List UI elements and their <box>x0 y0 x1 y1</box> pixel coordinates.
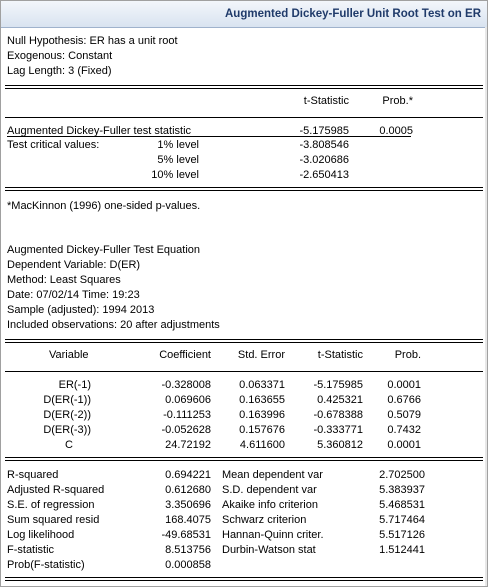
tstat-cell: 0.425321 <box>317 394 363 406</box>
divider <box>5 371 483 372</box>
stat-value: 2.702500 <box>379 469 425 481</box>
stat-label: Log likelihood <box>7 529 75 541</box>
coefficient-cell: 0.069606 <box>165 394 211 406</box>
divider <box>5 187 483 191</box>
crit-level: 1% level <box>157 139 199 151</box>
divider <box>5 577 483 581</box>
exogenous: Exogenous: Constant <box>7 50 113 62</box>
tstat-cell: 5.360812 <box>317 439 363 451</box>
prob-cell: 0.0001 <box>387 439 421 451</box>
footnote: *MacKinnon (1996) one-sided p-values. <box>7 200 201 212</box>
stat-value: 8.513756 <box>165 544 211 556</box>
window-title: Augmented Dickey-Fuller Unit Root Test on ER <box>225 8 481 20</box>
window-titlebar[interactable] <box>1 1 487 28</box>
std-error-cell: 0.163655 <box>239 394 285 406</box>
stat-label: F-statistic <box>7 544 55 556</box>
col-tstat-header: t-Statistic <box>303 95 349 107</box>
stat-value: 168.4075 <box>165 514 211 526</box>
stat-label: Akaike info criterion <box>222 499 318 511</box>
crit-value: -3.808546 <box>299 139 349 151</box>
stat-label: Schwarz criterion <box>222 514 307 526</box>
adf-prob: 0.0005 <box>379 125 413 137</box>
dependent-variable: Dependent Variable: D(ER) <box>7 259 141 271</box>
coefficient-cell: -0.052628 <box>161 424 211 436</box>
equation-title: Augmented Dickey-Fuller Test Equation <box>7 244 201 256</box>
adf-label: Augmented Dickey-Fuller test statistic <box>7 125 192 137</box>
crit-level: 10% level <box>151 169 199 181</box>
stat-label: Adjusted R-squared <box>7 484 105 496</box>
coefficient-cell: -0.111253 <box>163 409 211 421</box>
variable-cell: D(ER(-2)) <box>43 409 91 421</box>
stat-value: 3.350696 <box>165 499 211 511</box>
stat-value: 5.517126 <box>379 529 425 541</box>
tstat-cell: -0.333771 <box>313 424 363 436</box>
stat-value: 0.000858 <box>165 559 211 571</box>
method: Method: Least Squares <box>7 274 121 286</box>
crit-value: -3.020686 <box>299 154 349 166</box>
header-coefficient: Coefficient <box>159 349 211 361</box>
stat-value: 5.383937 <box>379 484 425 496</box>
col-prob-header: Prob.* <box>382 95 413 107</box>
sample: Sample (adjusted): 1994 2013 <box>7 304 155 316</box>
crit-label: Test critical values: <box>7 139 100 151</box>
coefficient-cell: 24.72192 <box>165 439 211 451</box>
tstat-cell: -5.175985 <box>313 379 363 391</box>
divider <box>5 117 483 118</box>
stat-label: R-squared <box>7 469 59 481</box>
stat-value: 1.512441 <box>379 544 425 556</box>
stat-label: Sum squared resid <box>7 514 100 526</box>
header-variable: Variable <box>49 349 89 361</box>
observations: Included observations: 20 after adjustments <box>7 319 220 331</box>
std-error-cell: 0.163996 <box>239 409 285 421</box>
stat-value: 5.468531 <box>379 499 425 511</box>
stat-label: Hannan-Quinn criter. <box>222 529 324 541</box>
right-edge-scrollbar[interactable] <box>485 27 487 586</box>
tstat-cell: -0.678388 <box>313 409 363 421</box>
std-error-cell: 0.157676 <box>239 424 285 436</box>
prob-cell: 0.5079 <box>387 409 421 421</box>
divider <box>5 339 483 343</box>
variable-cell: D(ER(-1)) <box>43 394 91 406</box>
stat-label: S.D. dependent var <box>222 484 317 496</box>
divider <box>5 85 483 89</box>
stat-label: S.E. of regression <box>7 499 95 511</box>
header-tstat: t-Statistic <box>317 349 363 361</box>
lag-length: Lag Length: 3 (Fixed) <box>7 65 112 77</box>
stat-value: 5.717464 <box>379 514 425 526</box>
adf-tstat: -5.175985 <box>299 125 349 137</box>
stat-label: Durbin-Watson stat <box>222 544 316 556</box>
std-error-cell: 4.611600 <box>239 439 285 451</box>
stat-label: Prob(F-statistic) <box>7 559 85 571</box>
variable-cell: C <box>65 439 73 451</box>
header-std-error: Std. Error <box>237 349 285 361</box>
prob-cell: 0.0001 <box>387 379 421 391</box>
crit-value: -2.650413 <box>299 169 349 181</box>
prob-cell: 0.7432 <box>387 424 421 436</box>
stat-value: 0.694221 <box>165 469 211 481</box>
stat-label: Mean dependent var <box>222 469 323 481</box>
stat-value: 0.612680 <box>165 484 211 496</box>
adf-underline <box>7 136 411 137</box>
crit-level: 5% level <box>157 154 199 166</box>
prob-cell: 0.6766 <box>387 394 421 406</box>
null-hypothesis: Null Hypothesis: ER has a unit root <box>7 35 178 47</box>
coefficient-cell: -0.328008 <box>161 379 211 391</box>
divider <box>5 457 483 461</box>
date-time: Date: 07/02/14 Time: 19:23 <box>7 289 140 301</box>
variable-cell: ER(-1) <box>58 379 91 391</box>
variable-cell: D(ER(-3)) <box>43 424 91 436</box>
std-error-cell: 0.063371 <box>239 379 285 391</box>
stat-value: -49.68531 <box>161 529 211 541</box>
header-prob: Prob. <box>394 349 421 361</box>
